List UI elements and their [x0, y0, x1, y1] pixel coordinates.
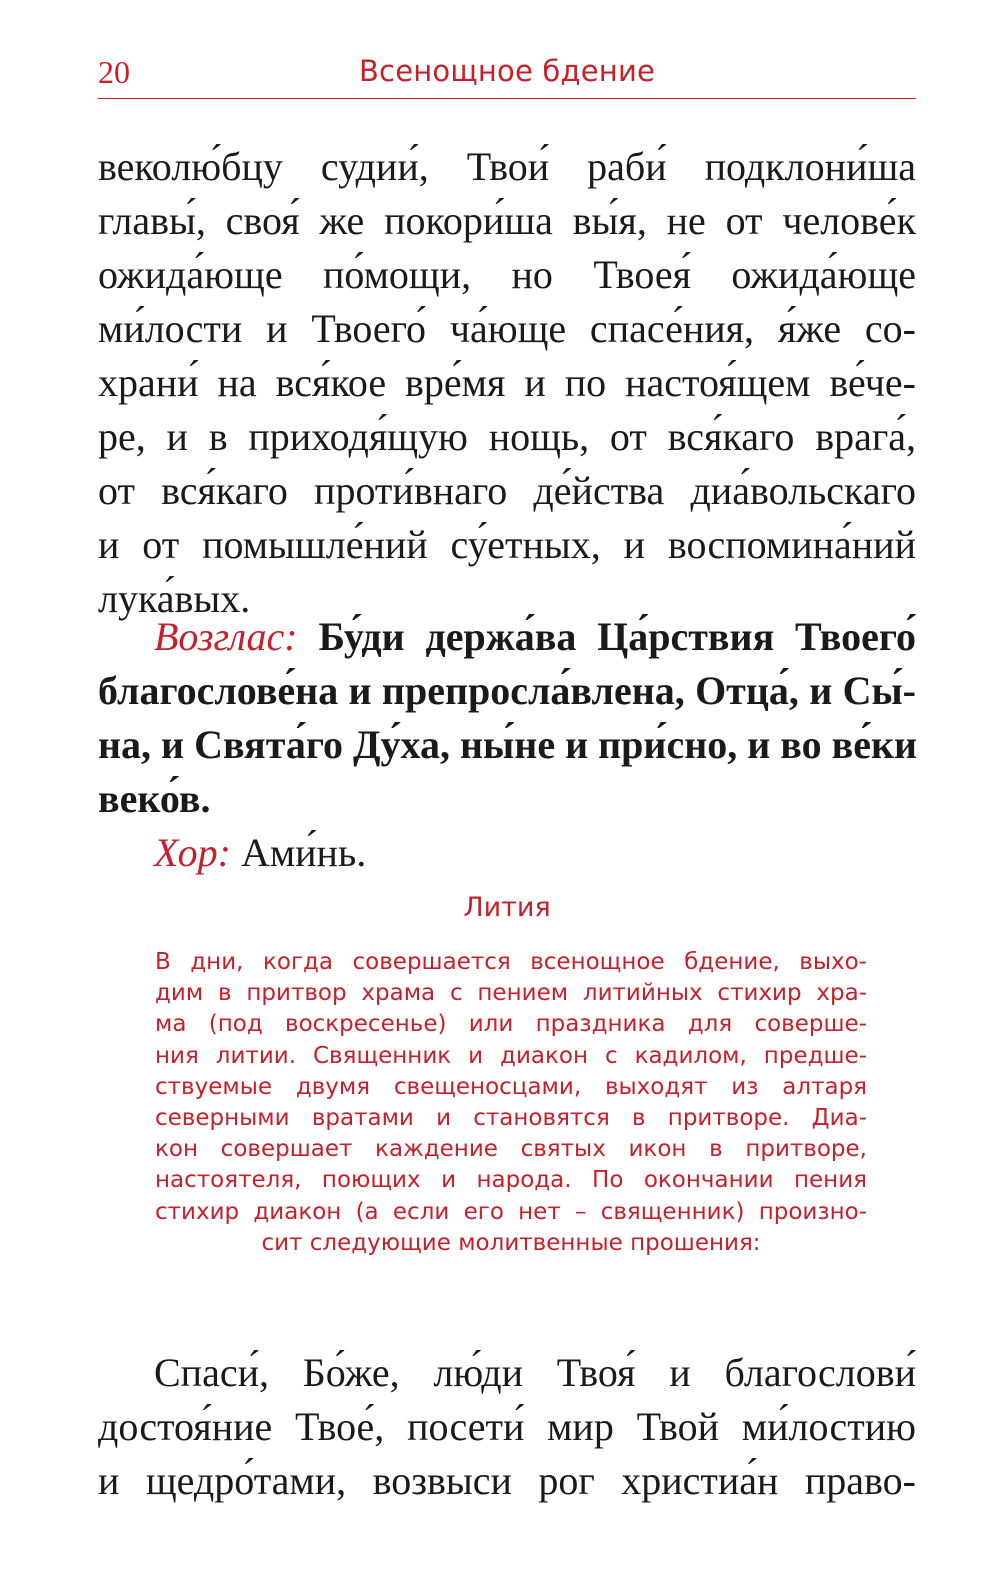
choir-label: Хор: [154, 830, 231, 875]
exclamation-line: веко́в. [98, 776, 211, 821]
text-line: и от помышле́ний су́етных, и воспомина́ний [98, 522, 916, 567]
text-line: главы́, своя́ же покори́ша вы́я, не от челове́к [98, 198, 916, 243]
text-line: и щедро́тами, возвыси рог христиа́н право- [98, 1458, 916, 1503]
prayer-continuation [98, 140, 916, 626]
exclamation-block [98, 610, 916, 826]
rubric-line: ма (под воскресенье) или праздника для соверше- [155, 1011, 867, 1038]
text-line: достоя́ние Твое́, посети́ мир Твой ми́лостию [98, 1404, 916, 1449]
exclamation-line: благослове́на и препросла́влена, Отца́, и Сы́- [98, 668, 916, 713]
rubric-line: В дни, когда совершается всенощное бдение, выхо- [155, 949, 867, 975]
running-title: Всенощное бдение [358, 54, 656, 88]
page-number: 20 [98, 54, 130, 90]
text-line: от вся́каго проти́внаго де́йства диа́вольскаго [98, 468, 916, 513]
exclamation-label: Возглас: [154, 614, 298, 659]
text-line: лука́вых. [98, 576, 251, 621]
rubric-line: кон совершает каждение святых икон в притворе, [155, 1136, 867, 1163]
choir-line [98, 826, 916, 880]
litany-petition [98, 1346, 916, 1508]
exclamation-first-line [98, 610, 916, 664]
text-line: ми́лости и Твоего́ ча́юще спасе́ния, я́же со- [98, 306, 916, 351]
text-line: ожида́юще по́мощи, но Твоея́ ожида́юще [98, 252, 916, 297]
text-line: веколю́бцу судии́, Твои́ раби́ подклони́ша [98, 144, 916, 189]
text-line: ре, и в приходя́щую нощь, от вся́каго врага́, [98, 414, 916, 459]
exclamation-line: на, и Свята́го Ду́ха, ны́не и при́сно, и во ве́ки [98, 722, 918, 767]
text-line: Спаси́, Бо́же, лю́ди Твоя́ и благослови́ [154, 1350, 916, 1395]
exclamation-text: Бу́ди держа́ва Ца́рствия Твоего́ [318, 614, 916, 659]
rubric-line: стихир диакон (а если его нет – священник) произно- [155, 1198, 867, 1225]
choir-response [98, 826, 916, 880]
rubric-line: северными вратами и становятся в притворе. Диа- [155, 1105, 867, 1132]
rubric-instructions [155, 947, 867, 1259]
rubric-line: ния литии. Священник и диакон с кадилом, предше- [155, 1042, 867, 1069]
rubric-line: дим в притвор храма с пением литийных стихир хра- [155, 980, 867, 1007]
rubric-line: сит следующие молитвенные прошения: [261, 1229, 761, 1256]
choir-text: Ами́нь. [240, 830, 367, 875]
rubric-line: настоятеля, поющих и народа. По окончании пения [155, 1167, 867, 1194]
page-header [98, 50, 916, 99]
section-title: Лития [463, 892, 551, 923]
text-line: храни́ на вся́кое вре́мя и по настоя́щем ве́че- [98, 360, 916, 405]
rubric-line: ствуемые двумя свещеносцами, выходят из алтаря [155, 1073, 867, 1100]
